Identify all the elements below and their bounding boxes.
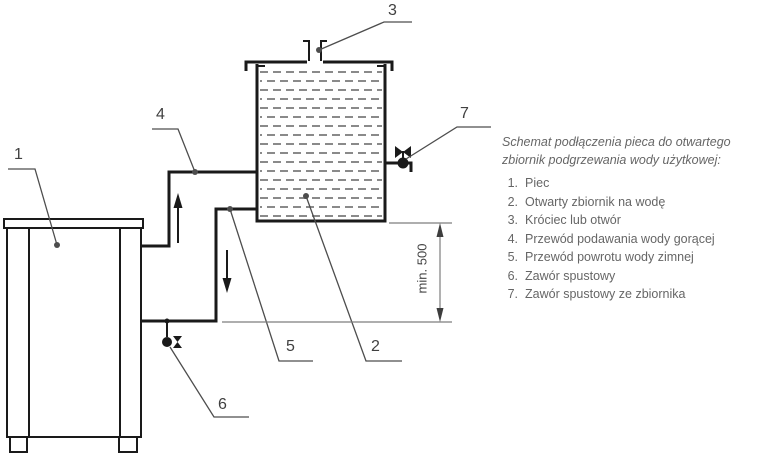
tank-lid xyxy=(246,62,392,71)
furnace-foot-left xyxy=(10,437,27,452)
furnace-foot-right xyxy=(119,437,137,452)
dimension-arrow-up xyxy=(437,223,444,237)
legend-item xyxy=(502,248,777,267)
callout-open-water-tank: 2 xyxy=(371,338,380,355)
down-arrow-head xyxy=(223,278,232,293)
leader-5 xyxy=(230,209,313,361)
legend-title-line2: zbiornik podgrzewania wody użytkowej: xyxy=(502,153,721,167)
leader-2-dot xyxy=(303,193,309,199)
callout-tank-drain-valve: 7 xyxy=(460,105,469,122)
legend-item-label: Króciec lub otwór xyxy=(525,213,621,227)
legend-item xyxy=(502,193,777,212)
dimension-arrow-down xyxy=(437,308,444,322)
up-arrow-head xyxy=(174,193,183,208)
leader-6 xyxy=(170,347,249,417)
legend-item-number: 2. xyxy=(507,194,518,209)
dimension-label: min. 500 xyxy=(414,243,430,294)
leader-3-dot xyxy=(316,47,322,53)
legend-item xyxy=(502,174,777,193)
legend-item-number: 3. xyxy=(507,213,518,227)
drain-valve-bowtie-icon xyxy=(173,336,182,348)
legend-item-label: Otwarty zbiornik na wodę xyxy=(525,194,666,209)
callout-hot-water-supply: 4 xyxy=(156,106,165,123)
legend-list xyxy=(502,174,777,304)
leader-7 xyxy=(406,127,491,159)
furnace xyxy=(4,219,143,452)
legend-item-number: 4. xyxy=(507,231,518,246)
leader-3 xyxy=(319,22,412,50)
legend-item xyxy=(502,230,777,249)
legend-item-number: 5. xyxy=(507,250,518,264)
legend-item xyxy=(502,267,777,286)
tank-stub-pipe xyxy=(303,41,327,61)
leader-4 xyxy=(152,129,195,172)
drain-valve xyxy=(162,336,182,348)
open-water-tank xyxy=(246,41,392,221)
leader-4-dot xyxy=(192,169,198,175)
furnace-lid xyxy=(4,219,143,228)
callout-stub-or-opening: 3 xyxy=(388,2,397,19)
cold-water-return-pipe xyxy=(141,209,257,321)
legend-item-label: Zawór spustowy xyxy=(525,268,616,283)
legend-item-number: 6. xyxy=(507,268,518,283)
legend-item-label: Piec xyxy=(525,176,550,190)
drain-junction-dot xyxy=(165,319,170,324)
callout-cold-water-return: 5 xyxy=(286,338,295,355)
legend xyxy=(502,133,777,304)
pipes xyxy=(141,163,411,337)
legend-item-number: 1. xyxy=(507,176,518,190)
legend-item xyxy=(502,285,777,304)
leader-5-dot xyxy=(227,206,233,212)
legend-item-label: Przewód podawania wody gorącej xyxy=(525,231,715,246)
drain-valve-body xyxy=(162,337,172,347)
legend-item xyxy=(502,211,777,230)
callout-furnace: 1 xyxy=(14,146,23,163)
legend-title-line1: Schemat podłączenia pieca do otwartego xyxy=(502,135,731,149)
callout-drain-valve: 6 xyxy=(218,396,227,413)
legend-item-label: Przewód powrotu wody zimnej xyxy=(525,250,694,264)
tank-water xyxy=(260,72,382,216)
leader-1-dot xyxy=(54,242,60,248)
legend-item-number: 7. xyxy=(507,287,518,301)
legend-item-label: Zawór spustowy ze zbiornika xyxy=(525,287,686,301)
